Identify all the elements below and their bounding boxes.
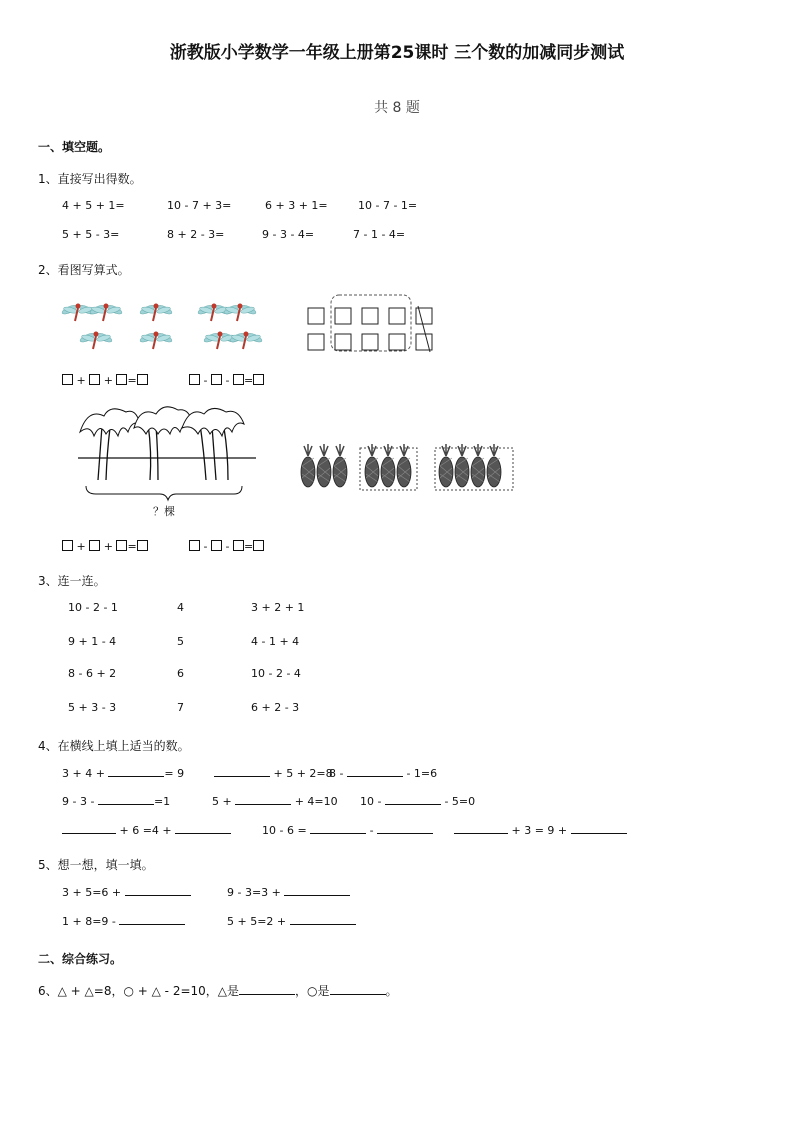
equation-text: 9 - 3=3 + — [227, 886, 281, 899]
answer-box[interactable] — [116, 540, 127, 551]
equation-minus-template — [189, 374, 264, 387]
answer-box[interactable] — [89, 540, 100, 551]
question-count: 共 8 题 — [374, 100, 420, 116]
fill-blank-equation — [62, 794, 170, 808]
fill-blank-equation — [62, 885, 191, 899]
equals-sign: = — [243, 374, 254, 387]
section-heading-fill-blank: 一、填空题。 — [38, 140, 111, 154]
q1-expr: 4 + 5 + 1= — [62, 199, 125, 212]
equation-text: + 6 =4 + — [119, 824, 172, 837]
match-right-item[interactable]: 3 + 2 + 1 — [251, 601, 305, 614]
answer-blank[interactable] — [175, 823, 231, 834]
answer-blank[interactable] — [108, 766, 164, 777]
fill-blank-equation — [227, 885, 350, 899]
match-right-item[interactable]: 6 + 2 - 3 — [251, 701, 300, 714]
answer-box[interactable] — [189, 540, 200, 551]
equation-text: ，○是 — [295, 984, 330, 998]
answer-box[interactable] — [211, 374, 222, 385]
equation-minus-template — [189, 540, 264, 553]
equation-text: 。 — [385, 984, 398, 998]
match-middle-item[interactable]: 5 — [177, 635, 184, 648]
q1-expr: 8 + 2 - 3= — [167, 228, 225, 241]
q1-expr: 5 + 5 - 3= — [62, 228, 120, 241]
equation-text: 3 + 5=6 + — [62, 886, 122, 899]
equation-text: - 5=0 — [444, 795, 476, 808]
question-number: 6、 — [38, 984, 58, 998]
minus-sign: - — [225, 540, 230, 553]
equals-sign: = — [127, 540, 137, 553]
answer-box[interactable] — [62, 374, 73, 385]
fill-blank-equation — [262, 823, 433, 837]
answer-blank[interactable] — [377, 823, 433, 834]
fill-blank-equation — [329, 766, 437, 780]
question-2-label: 2、看图写算式。 — [38, 263, 130, 277]
answer-box[interactable] — [253, 540, 264, 551]
fill-blank-equation — [360, 794, 475, 808]
equation-text: 9 - 3 - — [62, 795, 95, 808]
equation-text: △ + △=8，○ + △ - 2=10，△是 — [57, 984, 240, 998]
question-1-label: 1、直接写出得数。 — [38, 172, 142, 186]
plus-sign: + — [76, 374, 86, 387]
answer-box[interactable] — [89, 374, 100, 385]
match-middle-item[interactable]: 7 — [177, 701, 184, 714]
q1-expr: 10 - 7 - 1= — [358, 199, 418, 212]
equation-plus-template — [62, 374, 148, 387]
match-middle-item[interactable]: 4 — [177, 601, 184, 614]
match-left-item[interactable]: 5 + 3 - 3 — [68, 701, 117, 714]
equation-text: - 1=6 — [406, 767, 438, 780]
minus-sign: - — [203, 374, 208, 387]
answer-box[interactable] — [211, 540, 222, 551]
equation-text: 5 + 5=2 + — [227, 915, 287, 928]
dragonfly-picture — [60, 295, 270, 355]
match-left-item[interactable]: 10 - 2 - 1 — [68, 601, 118, 614]
equation-text: 10 - — [360, 795, 382, 808]
answer-box[interactable] — [233, 540, 244, 551]
plus-sign: + — [103, 540, 113, 553]
fill-blank-equation — [454, 823, 627, 837]
equation-text: = 9 — [164, 767, 185, 780]
answer-blank[interactable] — [571, 823, 627, 834]
question-3-label: 3、连一连。 — [38, 574, 106, 588]
answer-blank[interactable] — [347, 766, 403, 777]
equation-text: 8 - — [329, 767, 344, 780]
pineapples-picture — [296, 446, 516, 492]
equation-text: 3 + 4 + — [62, 767, 105, 780]
fill-blank-equation — [227, 914, 356, 928]
minus-sign: - — [225, 374, 230, 387]
plus-sign: + — [103, 374, 113, 387]
equation-text: =1 — [153, 795, 171, 808]
answer-box[interactable] — [253, 374, 264, 385]
answer-blank[interactable] — [98, 794, 154, 805]
fill-blank-equation — [62, 823, 231, 837]
answer-blank[interactable] — [62, 823, 116, 834]
minus-sign: - — [203, 540, 208, 553]
match-right-item[interactable]: 4 - 1 + 4 — [251, 635, 300, 648]
answer-blank[interactable] — [454, 823, 508, 834]
plus-sign: + — [76, 540, 86, 553]
match-left-item[interactable]: 8 - 6 + 2 — [68, 667, 117, 680]
equation-text: 10 - 6 = — [262, 824, 307, 837]
equation-text: 5 + — [212, 795, 232, 808]
equation-text: + 3 = 9 + — [511, 824, 568, 837]
answer-blank[interactable] — [125, 885, 191, 896]
section-heading-comprehensive: 二、综合练习。 — [38, 952, 123, 966]
answer-blank[interactable] — [385, 794, 441, 805]
question-5-label: 5、想一想，填一填。 — [38, 858, 154, 872]
answer-box[interactable] — [137, 374, 148, 385]
answer-box[interactable] — [233, 374, 244, 385]
answer-blank[interactable] — [214, 766, 270, 777]
question-6 — [38, 982, 398, 999]
match-middle-item[interactable]: 6 — [177, 667, 184, 680]
squares-picture — [300, 292, 440, 354]
fill-blank-equation — [62, 914, 185, 928]
fill-blank-equation — [212, 794, 338, 808]
answer-blank[interactable] — [239, 984, 295, 995]
answer-box[interactable] — [116, 374, 127, 385]
equation-text: 1 + 8=9 - — [62, 915, 116, 928]
answer-box[interactable] — [137, 540, 148, 551]
equals-sign: = — [243, 540, 254, 553]
answer-blank[interactable] — [284, 885, 350, 896]
q1-expr: 6 + 3 + 1= — [265, 199, 328, 212]
tree-count-caption: ？棵 — [153, 505, 175, 518]
equation-text: + 5 + 2=8 — [273, 767, 333, 780]
answer-box[interactable] — [62, 540, 73, 551]
equation-text: + 4=10 — [294, 795, 338, 808]
equation-text: - — [369, 824, 374, 837]
fill-blank-equation — [214, 766, 333, 780]
answer-blank[interactable] — [330, 984, 386, 995]
q1-expr: 7 - 1 - 4= — [353, 228, 406, 241]
fill-blank-equation — [62, 766, 184, 780]
equation-plus-template — [62, 540, 148, 553]
answer-blank[interactable] — [235, 794, 291, 805]
match-left-item[interactable]: 9 + 1 - 4 — [68, 635, 117, 648]
q1-expr: 9 - 3 - 4= — [262, 228, 315, 241]
equals-sign: = — [127, 374, 137, 387]
match-right-item[interactable]: 10 - 2 - 4 — [251, 667, 301, 680]
answer-blank[interactable] — [290, 914, 356, 925]
answer-blank[interactable] — [119, 914, 185, 925]
answer-box[interactable] — [189, 374, 200, 385]
question-4-label: 4、在横线上填上适当的数。 — [38, 739, 190, 753]
palm-trees-picture — [78, 402, 263, 507]
page-title: 浙教版小学数学一年级上册第25课时 三个数的加减同步测试 — [169, 43, 625, 63]
answer-blank[interactable] — [310, 823, 366, 834]
q1-expr: 10 - 7 + 3= — [167, 199, 232, 212]
